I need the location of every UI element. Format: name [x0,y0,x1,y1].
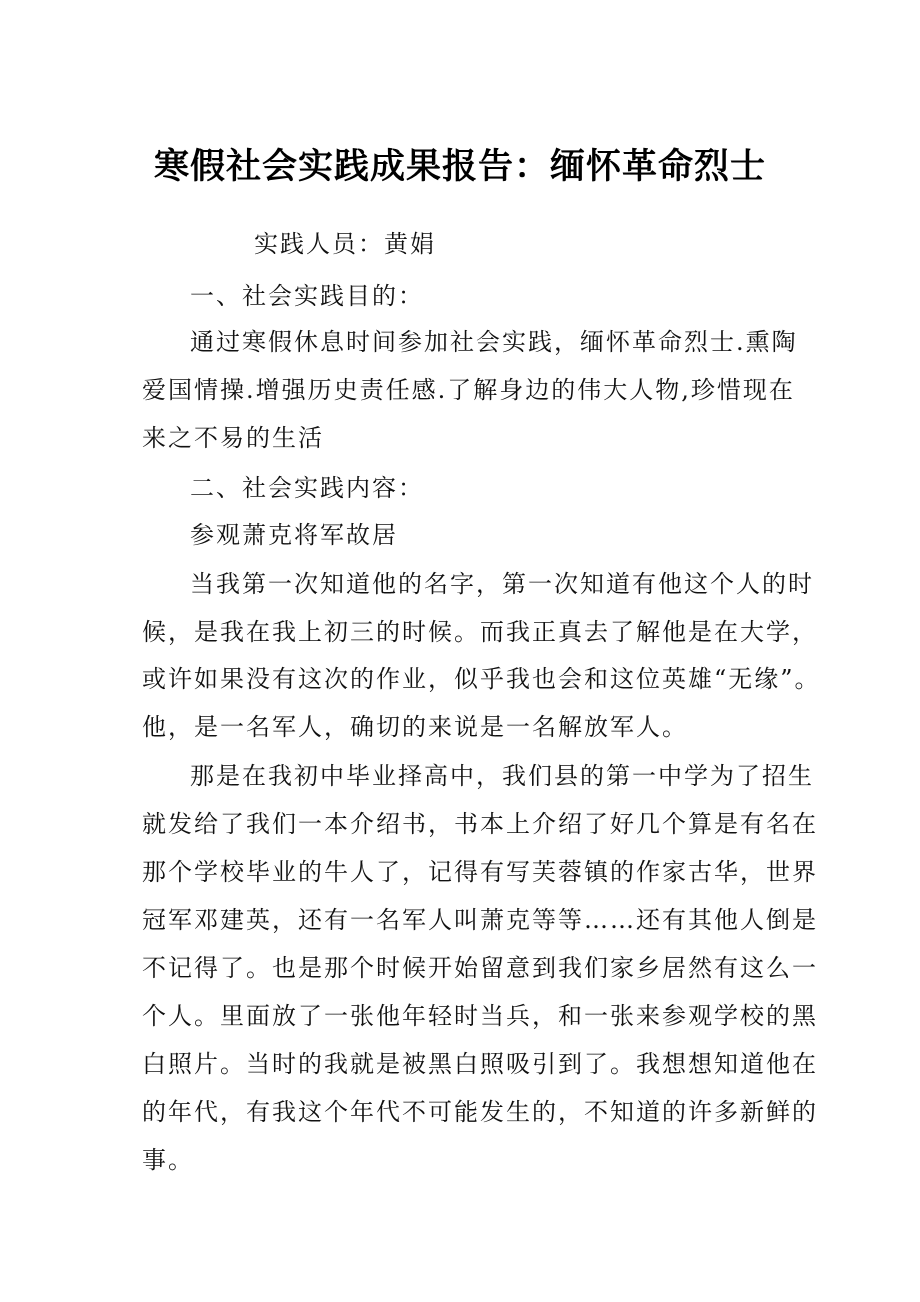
section-heading-content: 二、社会实践内容： [190,474,424,502]
text-line: 当我第一次知道他的名字，第一次知道有他这个人的时 [190,570,814,598]
text-line: 通过寒假休息时间参加社会实践，缅怀革命烈士.熏陶 [190,328,798,356]
visit-title: 参观萧克将军故居 [190,521,398,549]
text-line: 个人。里面放了一张他年轻时当兵，和一张来参观学校的黑 [142,1002,818,1030]
text-line: 不记得了。也是那个时候开始留意到我们家乡居然有这么一 [142,954,818,982]
text-line: 冠军邓建英，还有一名军人叫萧克等等……还有其他人倒是 [142,906,818,934]
text-line: 来之不易的生活 [142,424,324,452]
text-line: 事。 [142,1146,194,1174]
text-line: 他，是一名军人，确切的来说是一名解放军人。 [142,713,688,741]
document-title: 寒假社会实践成果报告：缅怀革命烈士 [153,147,766,187]
text-line: 那个学校毕业的牛人了，记得有写芙蓉镇的作家古华，世界 [142,858,818,886]
text-line: 那是在我初中毕业择高中，我们县的第一中学为了招生 [190,762,814,790]
author-line: 实践人员：黄娟 [254,230,436,258]
section-heading-purpose: 一、社会实践目的： [190,282,424,310]
text-line: 白照片。当时的我就是被黑白照吸引到了。我想想知道他在 [142,1050,818,1078]
text-line: 候，是我在我上初三的时候。而我正真去了解他是在大学， [142,618,818,646]
text-line: 的年代，有我这个年代不可能发生的，不知道的许多新鲜的 [142,1098,818,1126]
text-line: 爱国情操.增强历史责任感.了解身边的伟大人物,珍惜现在 [142,376,795,404]
text-line: 就发给了我们一本介绍书，书本上介绍了好几个算是有名在 [142,810,818,838]
text-line: 或许如果没有这次的作业，似乎我也会和这位英雄“无缘”。 [142,665,821,693]
